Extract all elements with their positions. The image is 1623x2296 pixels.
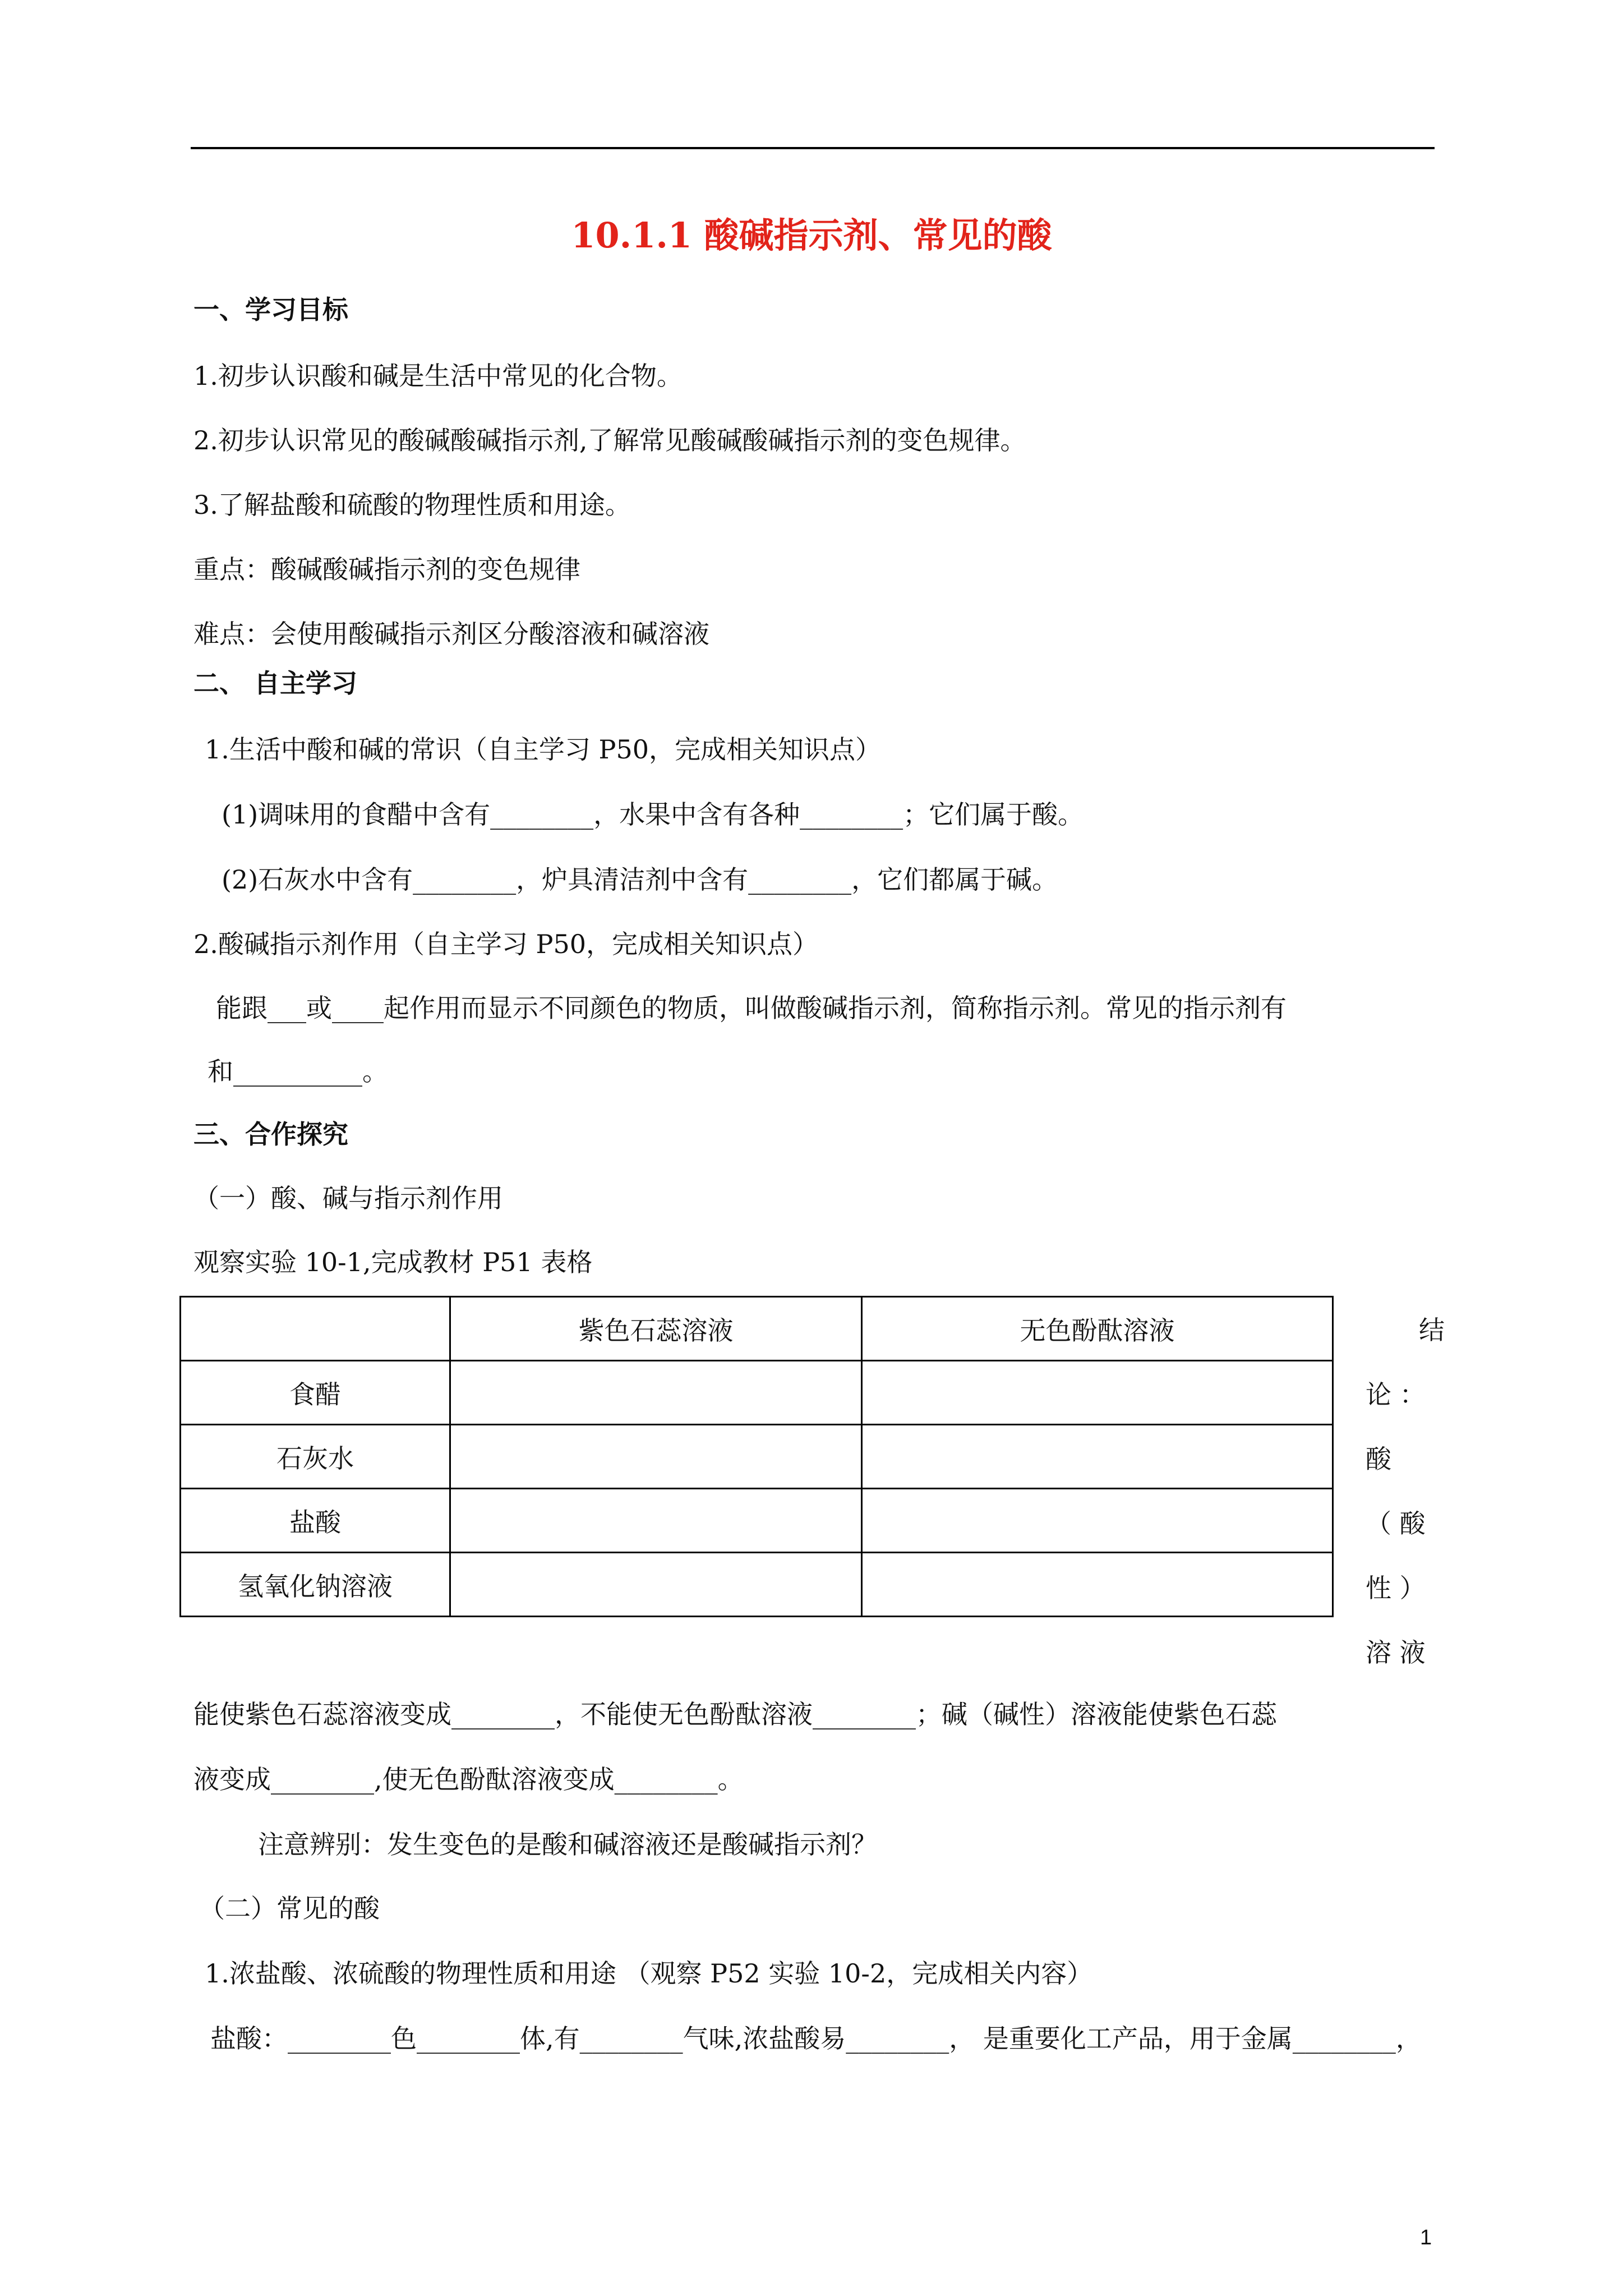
goal-item-2: 2.初步认识常见的酸碱酸碱指示剂,了解常见酸碱酸碱指示剂的变色规律。 — [193, 425, 1026, 455]
table-header-row — [181, 1297, 1333, 1361]
table-row — [181, 1425, 1333, 1489]
conclusion-line1: 能使紫色石蕊溶液变成________，不能使无色酚酞溶液________；碱（碱性）溶液能使紫色石蕊 — [193, 1699, 1277, 1729]
goal-item-3: 3.了解盐酸和硫酸的物理性质和用途。 — [193, 490, 631, 520]
table-header-cell: 无色酚酞溶液 — [862, 1297, 1333, 1361]
indicator-table — [179, 1296, 1334, 1617]
side-text-line: 结 — [1419, 1315, 1445, 1345]
table-cell — [862, 1553, 1333, 1617]
side-text-line: （ 酸 — [1366, 1508, 1426, 1539]
table-cell — [862, 1361, 1333, 1425]
subsection-common-acids: （二）常见的酸 — [199, 1893, 380, 1924]
section2-heading: 二、 自主学习 — [193, 668, 358, 698]
acid-properties-item: 1.浓盐酸、浓硫酸的物理性质和用途 （观察 P52 实验 10-2，完成相关内容） — [205, 1958, 1093, 1989]
hydrochloric-acid-line: 盐酸：________色________体,有________气味,浓盐酸易________， 是重要化工产品，用于金属________， — [210, 2023, 1422, 2054]
table-row-label: 食醋 — [181, 1361, 450, 1425]
side-text-line: 论 ： — [1366, 1379, 1426, 1410]
table-cell — [450, 1361, 862, 1425]
table-row-label: 氢氧化钠溶液 — [181, 1553, 450, 1617]
attention-note: 注意辨别：发生变色的是酸和碱溶液还是酸碱指示剂？ — [258, 1829, 877, 1860]
goal-item-1: 1.初步认识酸和碱是生活中常见的化合物。 — [193, 361, 683, 391]
table-cell — [862, 1489, 1333, 1553]
section1-heading: 一、学习目标 — [193, 295, 348, 325]
header-rule — [191, 147, 1435, 149]
table-row — [181, 1361, 1333, 1425]
section3-heading: 三、合作探究 — [193, 1119, 348, 1149]
table-header-cell: 紫色石蕊溶液 — [450, 1297, 862, 1361]
table-cell — [450, 1553, 862, 1617]
key-point: 重点：酸碱酸碱指示剂的变色规律 — [193, 554, 580, 585]
observe-instruction: 观察实验 10-1,完成教材 P51 表格 — [193, 1247, 593, 1277]
side-text-line: 性 ） — [1366, 1573, 1426, 1603]
table-row-label: 石灰水 — [181, 1425, 450, 1489]
difficult-point: 难点：会使用酸碱指示剂区分酸溶液和碱溶液 — [193, 619, 709, 649]
side-text-line: 酸 — [1366, 1444, 1391, 1474]
self-study-q2: 2.酸碱指示剂作用（自主学习 P50，完成相关知识点） — [193, 929, 818, 959]
side-text-line: 溶 液 — [1366, 1637, 1426, 1668]
table-row — [181, 1489, 1333, 1553]
subsection-acid-base-indicator: （一）酸、碱与指示剂作用 — [193, 1183, 503, 1213]
table-cell — [450, 1425, 862, 1489]
self-study-q1-1: (1)调味用的食醋中含有________，水果中含有各种________；它们属于酸。 — [222, 799, 1084, 830]
indicator-definition-line2: 和__________。 — [208, 1056, 388, 1087]
page-number: 1 — [1420, 2226, 1432, 2249]
indicator-definition-line1: 能跟___或____起作用而显示不同颜色的物质，叫做酸碱指示剂，简称指示剂。常见的指示剂有 — [216, 993, 1287, 1023]
conclusion-line2: 液变成________,使无色酚酞溶液变成________。 — [193, 1764, 744, 1795]
table-header-cell — [181, 1297, 450, 1361]
table-row-label: 盐酸 — [181, 1489, 450, 1553]
table-cell — [862, 1425, 1333, 1489]
document-title: 10.1.1 酸碱指示剂、常见的酸 — [571, 215, 1052, 256]
self-study-q1: 1.生活中酸和碱的常识（自主学习 P50，完成相关知识点） — [205, 734, 881, 765]
table-row — [181, 1553, 1333, 1617]
table-cell — [450, 1489, 862, 1553]
self-study-q1-2: (2)石灰水中含有________，炉具清洁剂中含有________，它们都属于碱。 — [222, 864, 1058, 895]
